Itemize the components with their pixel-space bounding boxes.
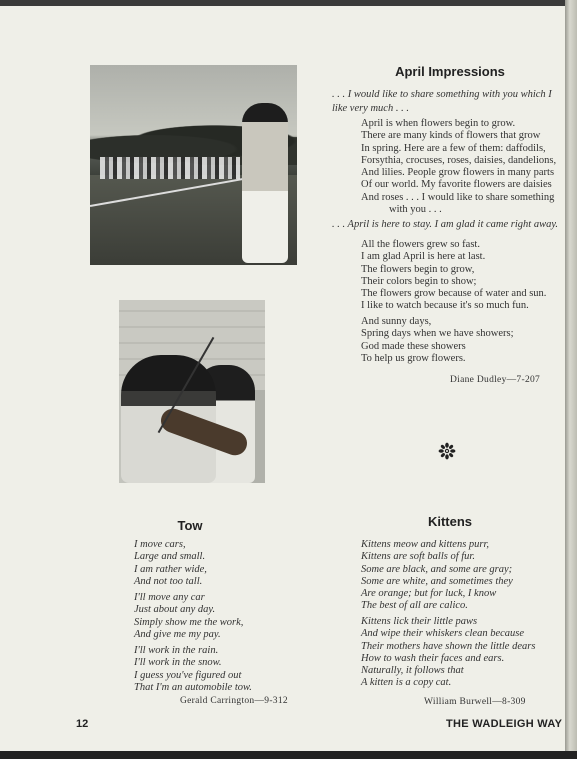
bottom-edge	[0, 751, 577, 759]
poem-line: Some are black, and some are gray;	[361, 563, 513, 575]
book-binding-edge	[565, 0, 577, 759]
poem-line: Are orange; but for luck, I know	[361, 588, 497, 600]
poem-line: And roses . . . I would like to share something	[361, 191, 555, 203]
kittens-stanza-2	[361, 616, 535, 690]
kittens-stanza-1	[361, 539, 513, 613]
poem-line: And lilies. People grow flowers in many parts	[361, 167, 555, 179]
kittens-author: William Burwell—8-309	[424, 697, 526, 707]
poem-line: Spring days when we have showers;	[361, 328, 514, 340]
poem-line: I am glad April is here at last.	[361, 251, 486, 263]
poem-line: How to wash their faces and ears.	[361, 652, 505, 664]
poem-line: A kitten is a copy cat.	[361, 677, 452, 689]
poem-line: God made these showers	[361, 340, 466, 352]
flower-ornament-icon	[438, 442, 456, 460]
running-title: THE WADLEIGH WAY	[446, 718, 563, 730]
page-number: 12	[76, 718, 89, 730]
april-stanza-3	[361, 316, 514, 365]
poem-line: with you . . .	[389, 204, 442, 216]
poem-line: Simply show me the work,	[134, 616, 244, 628]
poem-line: Kittens meow and kittens purr,	[361, 539, 490, 550]
poem-line: And sunny days,	[361, 316, 432, 327]
poem-line: Naturally, it follows that	[361, 665, 464, 677]
poem-line: And wipe their whiskers clean because	[361, 628, 525, 640]
april-author: Diane Dudley—7-207	[450, 375, 541, 385]
poem-line: In spring. Here are a few of them: daffodils,	[361, 142, 546, 154]
poem-line: And give me my pay.	[134, 628, 221, 640]
poem-line: Kittens are soft balls of fur.	[361, 551, 475, 563]
violin-students-photo	[119, 300, 265, 483]
poem-line: Of our world. My favorite flowers are daisies	[361, 179, 552, 191]
poem-line: I guess you've figured out	[134, 669, 242, 681]
marching-band-photo	[90, 65, 297, 265]
tow-stanza-2	[134, 592, 243, 641]
poem-line: April is when flowers begin to grow.	[361, 118, 516, 129]
april-stanza-1	[361, 118, 556, 216]
poem-line: I am rather wide,	[134, 563, 207, 575]
poem-line: Kittens lick their little paws	[361, 616, 478, 627]
poem-line: I'll work in the snow.	[134, 657, 222, 669]
poem-line: The best of all are calico.	[361, 600, 468, 612]
april-impressions-title: April Impressions	[395, 64, 505, 79]
poem-line: The flowers grow because of water and sun.	[361, 288, 547, 300]
april-intro-2: . . . April is here to stay. I am glad it came right away.	[332, 219, 559, 230]
poem-line: That I'm an automobile tow.	[134, 681, 252, 693]
poem-line: To help us grow flowers.	[361, 352, 466, 364]
poem-line: Forsythia, crocuses, roses, daisies, dandelions,	[361, 154, 557, 166]
tow-author: Gerald Carrington—9-312	[180, 696, 288, 706]
poem-line: Their colors begin to show;	[361, 275, 477, 287]
poem-line: Some are white, and sometimes they	[361, 575, 513, 587]
kittens-title: Kittens	[427, 514, 473, 529]
poem-line: I'll move any car	[134, 592, 205, 603]
poem-line: Large and small.	[134, 551, 206, 563]
poem-line: I'll work in the rain.	[134, 645, 219, 656]
poem-line: And not too tall.	[134, 575, 203, 587]
poem-line: I like to watch because it's so much fun.	[361, 300, 529, 312]
april-stanza-2	[361, 239, 546, 313]
poem-line: Their mothers have shown the little dears	[361, 640, 536, 652]
april-intro: . . . I would like to share something with you which I like very much . . .	[332, 89, 552, 114]
tow-stanza-3	[134, 645, 252, 694]
poem-line: I move cars,	[134, 539, 186, 550]
tow-title: Tow	[177, 518, 203, 533]
poem-line: Just about any day.	[134, 604, 216, 616]
poem-line: All the flowers grew so fast.	[361, 239, 480, 250]
tow-stanza-1	[134, 539, 207, 588]
poem-line: There are many kinds of flowers that grow	[361, 130, 541, 142]
poem-line: The flowers begin to grow,	[361, 263, 475, 275]
